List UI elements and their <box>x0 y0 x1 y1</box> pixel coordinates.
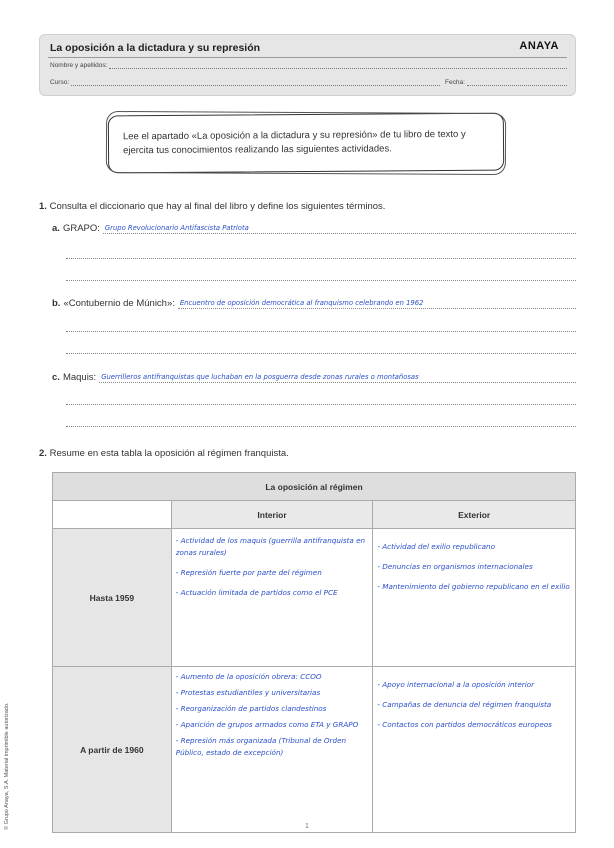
answer-b-text: Encuentro de oposición democrática al franquismo celebrando en 1962 <box>179 299 424 307</box>
item-a-term: GRAPO: <box>62 223 100 234</box>
answer-maquis[interactable] <box>52 369 576 383</box>
page-number: 1 <box>305 823 309 830</box>
hand-note: - Reorganización de partidos clandestinos <box>175 704 327 713</box>
header-divider <box>48 57 567 58</box>
answer-line[interactable] <box>66 426 576 427</box>
column-exterior: Exterior <box>373 501 576 529</box>
cell-interior-1959[interactable] <box>171 529 373 667</box>
copyright-note: © Grupo Anaya, S.A. Material imprimible autorizado. <box>4 702 10 830</box>
cell-exterior-1960[interactable] <box>373 667 576 833</box>
row-hasta-1959: Hasta 1959 <box>53 529 172 667</box>
cell-exterior-1959[interactable] <box>373 529 576 667</box>
hand-note: - Campañas de denuncia del régimen franquista <box>377 700 552 709</box>
opposition-table <box>52 472 576 833</box>
cell-interior-1960[interactable] <box>171 667 373 833</box>
column-interior: Interior <box>171 501 373 529</box>
worksheet-title: La oposición a la dictadura y su represión <box>50 42 261 54</box>
instructions-box <box>108 113 504 174</box>
course-field[interactable] <box>50 79 440 86</box>
row-a-partir-de-1960: A partir de 1960 <box>53 667 172 833</box>
course-label: Curso: <box>50 79 70 86</box>
instructions-text: Lee el apartado «La oposición a la dictadura y su represión» de tu libro de texto y ejercita tus conocimientos realizando las siguientes actividades. <box>122 128 466 157</box>
question-1-number: 1. <box>39 201 47 212</box>
hand-note: - Denuncias en organismos internacionales <box>377 562 533 571</box>
hand-note: - Aumento de la oposición obrera: CCOO <box>175 672 322 681</box>
answer-contubernio[interactable] <box>52 295 576 309</box>
header-box <box>39 34 576 96</box>
question-2 <box>39 448 289 459</box>
hand-note: - Aparición de grupos armados como ETA y GRAPO <box>175 720 359 729</box>
table-corner <box>53 501 172 529</box>
answer-line[interactable] <box>66 280 576 281</box>
answer-line[interactable] <box>66 353 576 354</box>
name-label: Nombre y apellidos: <box>50 62 108 69</box>
question-2-text: Resume en esta tabla la oposición al régimen franquista. <box>49 448 289 459</box>
answer-a-text: Grupo Revolucionario Antifascista Patriota <box>104 224 249 232</box>
answer-c-text: Guerrilleros antifranquistas que luchaban en la posguerra desde zonas rurales o montañosas <box>101 373 419 381</box>
answer-line[interactable] <box>66 258 576 259</box>
hand-note: - Actividad del exilio republicano <box>377 542 495 551</box>
name-field[interactable] <box>50 62 567 69</box>
answer-line[interactable] <box>66 331 576 332</box>
answer-line[interactable] <box>66 404 576 405</box>
answer-grapo[interactable] <box>52 220 576 234</box>
hand-note: - Apoyo internacional a la oposición interior <box>377 680 535 689</box>
hand-note: - Represión más organizada (Tribunal de Orden Público, estado de excepción) <box>175 736 347 757</box>
hand-note: - Mantenimiento del gobierno republicano en el exilio <box>377 582 570 591</box>
question-1 <box>39 201 385 212</box>
item-b-term: «Contubernio de Múnich»: <box>63 298 175 309</box>
item-a-letter: a. <box>52 223 60 234</box>
hand-note: - Actuación limitada de partidos como el PCE <box>175 588 338 597</box>
date-field[interactable] <box>445 79 567 86</box>
date-label: Fecha: <box>445 79 465 86</box>
anaya-logo: ANAYA <box>519 40 559 52</box>
item-c-letter: c. <box>52 372 60 383</box>
question-2-number: 2. <box>39 448 47 459</box>
question-1-text: Consulta el diccionario que hay al final del libro y define los siguientes términos. <box>49 201 386 212</box>
item-b-letter: b. <box>52 298 61 309</box>
item-c-term: Maquis: <box>62 372 97 383</box>
hand-note: - Actividad de los maquis (guerrilla antifranquista en zonas rurales) <box>175 536 366 557</box>
hand-note: - Represión fuerte por parte del régimen <box>175 568 322 577</box>
hand-note: - Contactos con partidos democráticos europeos <box>377 720 552 729</box>
table-title: La oposición al régimen <box>53 473 576 501</box>
hand-note: - Protestas estudiantiles y universitarias <box>175 688 321 697</box>
